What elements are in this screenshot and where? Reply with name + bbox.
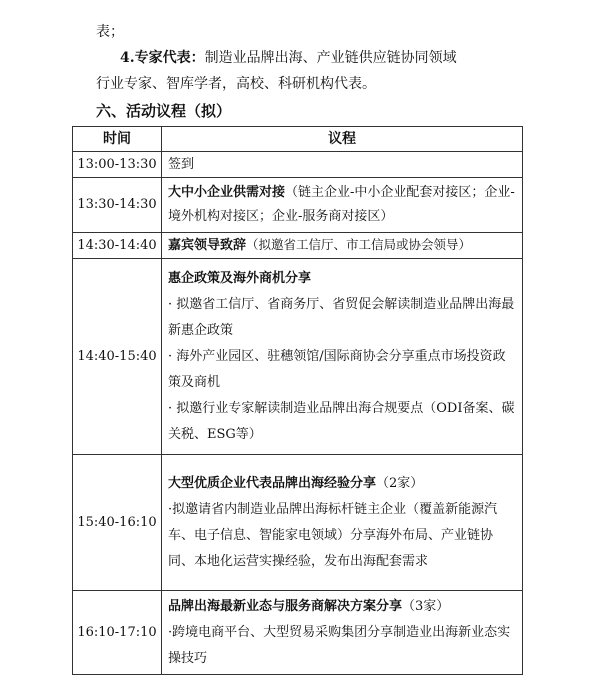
row-title: 品牌出海最新业态与服务商解决方案分享 — [168, 598, 403, 614]
row-time: 14:30-14:40 — [73, 233, 162, 259]
row-agenda — [162, 178, 523, 233]
row-title-suffix: （链主企业-中小企业配套对接区；企业-境外机构对接区；企业-服务商对接区） — [168, 185, 515, 224]
row-time: 14:40-15:40 — [73, 259, 162, 455]
row-agenda — [162, 233, 523, 259]
row-bullet: ·跨境电商平台、大型贸易采购集团分享制造业出海新业态实操技巧 — [168, 624, 511, 666]
table-row — [73, 455, 523, 591]
row-time: 16:10-17:10 — [73, 591, 162, 675]
rep-text-2: 行业专家、智库学者，高校、科研机构代表。 — [96, 76, 376, 92]
intro-prev-line — [96, 22, 124, 42]
table-row — [73, 178, 523, 233]
row-bullet: · 海外产业园区、驻穗领馆/国际商协会分享重点市场投资政策及商机 — [168, 348, 506, 390]
rep-label: 4.专家代表： — [120, 50, 205, 66]
intro-rep-line-2 — [96, 74, 376, 94]
table-row — [73, 233, 523, 259]
row-agenda — [162, 259, 523, 455]
row-title-suffix: （拟邀省工信厅、市工信局或协会领导） — [246, 237, 472, 252]
section-heading: 六、活动议程（拟） — [96, 102, 232, 120]
row-bullet: · 拟邀行业专家解读制造业品牌出海合规要点（ODI备案、碳关税、ESG等） — [168, 400, 515, 442]
row-bullet: ·拟邀请省内制造业品牌出海标杆链主企业（覆盖新能源汽车、电子信息、智能家电领域）分享海外布局、产业链协同、本地化运营实操经验，发布出海配套需求 — [168, 501, 498, 569]
row-agenda — [162, 152, 523, 178]
row-time: 13:30-14:30 — [73, 178, 162, 233]
header-agenda: 议程 — [162, 127, 523, 152]
row-title: 签到 — [168, 156, 195, 172]
row-title: 大型优质企业代表品牌出海经验分享 — [168, 475, 377, 491]
agenda-table — [72, 126, 523, 675]
table-row — [73, 259, 523, 455]
row-agenda — [162, 591, 523, 675]
row-title: 嘉宾领导致辞 — [168, 238, 247, 253]
row-title-suffix: （2家） — [376, 475, 424, 491]
row-agenda — [162, 455, 523, 591]
rep-text-1: 制造业品牌出海、产业链供应链协同领域 — [204, 50, 457, 66]
agenda-header-row — [73, 127, 523, 152]
row-time: 13:00-13:30 — [73, 152, 162, 178]
header-time: 时间 — [73, 127, 162, 152]
row-time: 15:40-16:10 — [73, 455, 162, 591]
row-bullet: · 拟邀省工信厅、省商务厅、省贸促会解读制造业品牌出海最新惠企政策 — [168, 296, 515, 338]
row-title: 惠企政策及海外商机分享 — [168, 270, 312, 286]
table-row — [73, 591, 523, 675]
row-title-suffix: （3家） — [402, 598, 450, 614]
row-title: 大中小企业供需对接 — [168, 185, 286, 200]
intro-rep-line-1 — [120, 48, 457, 68]
intro-prev-line-tail: 表； — [96, 24, 124, 40]
table-row — [73, 152, 523, 178]
